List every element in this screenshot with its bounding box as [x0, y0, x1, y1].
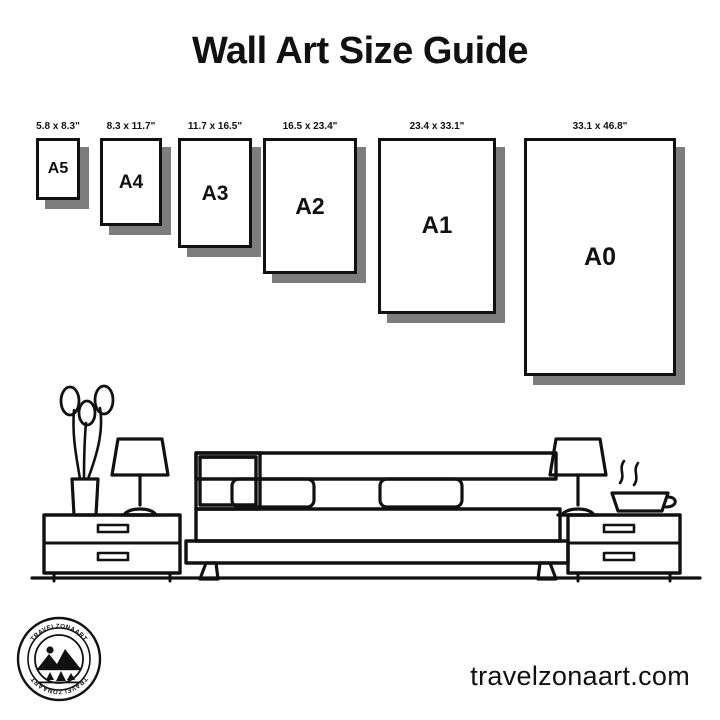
- frame-size-name: A1: [421, 212, 453, 239]
- frame-box-a4: [100, 138, 162, 226]
- frame-size-name: A0: [584, 242, 616, 271]
- coffee-cup: [612, 461, 675, 511]
- frame-box-a5: [36, 138, 80, 200]
- frame-box-a3: [178, 138, 252, 248]
- frame-size-name: A5: [47, 160, 69, 177]
- bedroom-scene: [0, 375, 720, 600]
- frame-a2: [263, 110, 366, 283]
- frame-dimension-label: 16.5 x 23.4": [282, 121, 338, 132]
- page-title: Wall Art Size Guide: [191, 30, 529, 72]
- frame-a5: [36, 110, 89, 209]
- bed: [186, 453, 568, 579]
- frame-box-a0: [524, 138, 676, 376]
- left-nightstand: [44, 515, 180, 581]
- right-table-lamp: [550, 439, 606, 515]
- logo-text-top: TRAVELZONAART: [29, 622, 89, 643]
- frame-box-a2: [263, 138, 357, 274]
- frame-size-name: A2: [295, 192, 325, 219]
- frame-size-name: A3: [201, 181, 229, 205]
- logo-text-bottom: TRAVELZONAART: [29, 675, 89, 696]
- frame-a0: [524, 110, 685, 385]
- frame-a4: [100, 110, 171, 235]
- left-table-lamp: [112, 439, 168, 515]
- frame-a1: [378, 110, 505, 323]
- frame-dimension-label: 23.4 x 33.1": [409, 121, 465, 132]
- vase-with-flowers: [61, 386, 113, 515]
- travelzonaart-logo: [16, 616, 102, 702]
- frame-size-name: A4: [118, 171, 144, 193]
- right-nightstand: [568, 515, 680, 581]
- frame-size-row: [0, 110, 720, 400]
- frame-dimension-label: 33.1 x 46.8": [572, 121, 628, 132]
- frame-dimension-label: 5.8 x 8.3": [36, 121, 80, 132]
- frame-dimension-label: 8.3 x 11.7": [106, 121, 156, 132]
- frame-a3: [178, 110, 261, 257]
- frame-dimension-label: 11.7 x 16.5": [187, 121, 243, 132]
- website-url: travelzonaart.com: [470, 661, 690, 691]
- frame-box-a1: [378, 138, 496, 314]
